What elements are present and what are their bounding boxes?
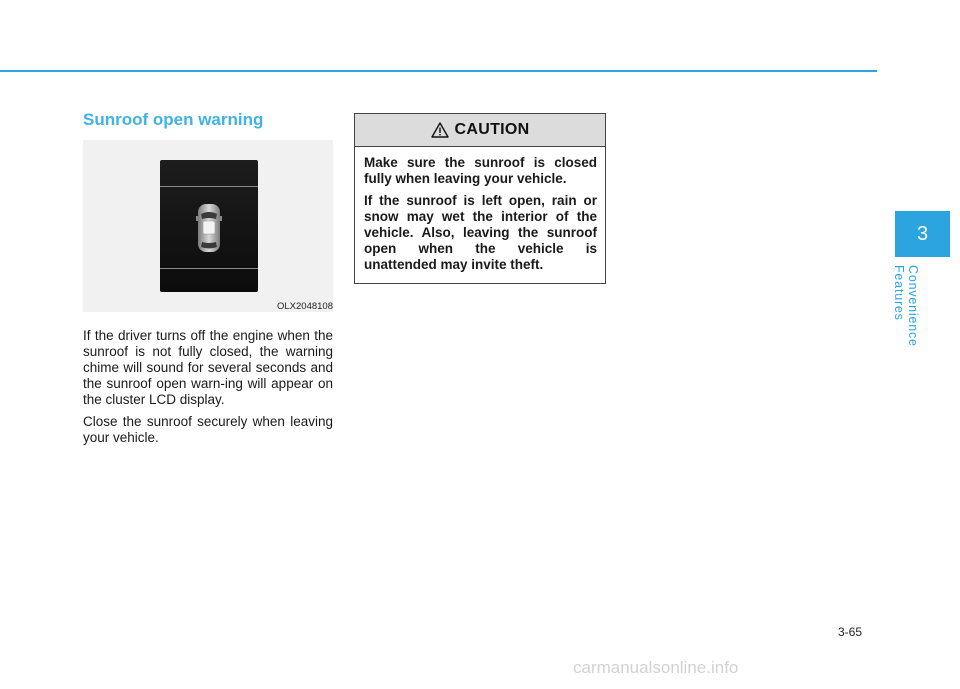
chapter-name: Convenience Features — [892, 265, 920, 347]
screen-divider-top — [160, 186, 258, 187]
caution-header — [355, 114, 605, 147]
caution-paragraph: Make sure the sunroof is closed fully when leaving your vehicle. — [364, 155, 597, 186]
car-top-view-icon — [196, 202, 222, 254]
section-title: Sunroof open warning — [83, 110, 264, 129]
figure-panel — [83, 140, 333, 312]
body-paragraph: If the driver turns off the engine when the sunroof is not fully closed, the warning chime will sound for several seconds and the sunroof open warn-ing will appear on the cluster LCD display. — [83, 328, 333, 407]
chapter-tab — [895, 211, 950, 257]
cluster-lcd-display — [160, 160, 258, 292]
caution-paragraph: If the sunroof is left open, rain or snow may wet the interior of the vehicle. Also, leaving the sunroof open when the vehicle is unattended may invite theft. — [364, 193, 597, 272]
top-rule — [0, 70, 877, 72]
page-number: 3-65 — [838, 625, 863, 639]
body-paragraph: Close the sunroof securely when leaving your vehicle. — [83, 414, 333, 445]
warning-triangle-icon — [431, 122, 449, 138]
body-text — [83, 328, 333, 452]
caution-box — [354, 113, 606, 284]
screen-divider-bottom — [160, 268, 258, 269]
caution-title: CAUTION — [454, 121, 530, 138]
caution-body — [355, 147, 605, 273]
watermark: carmanualsonline.info — [573, 658, 739, 677]
figure-code: OLX2048108 — [277, 301, 333, 312]
chapter-number: 3 — [916, 222, 929, 245]
